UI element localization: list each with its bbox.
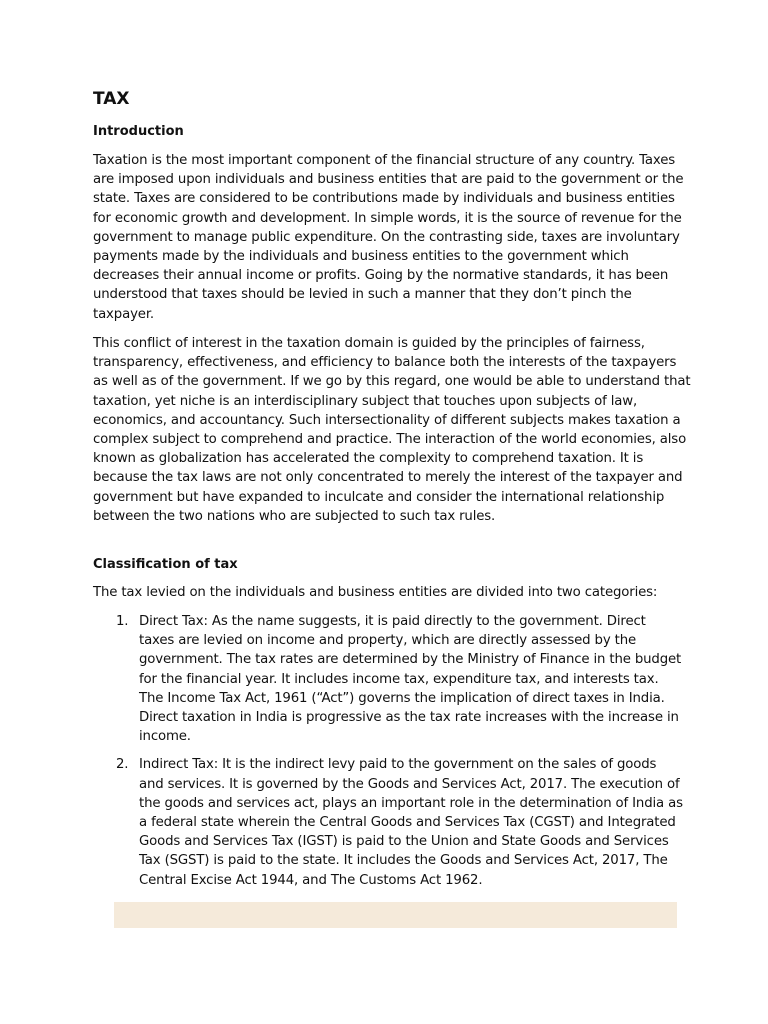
list-item-direct-tax: [93, 612, 683, 746]
document-title: TAX: [93, 89, 130, 109]
list-item-indirect-tax: [93, 755, 683, 889]
list-item-text: Indirect Tax: It is the indirect levy paid to the government on the sales of goods and services. It is governed by the Goods and Services Act, 2017. The execution of the goods and services act, plays an important role in the determination of India as a federal state wherein the Central Goods and Services Tax (CGST) and Integrated Goods and Services Tax (IGST) is paid to the Union and State Goods and Services Tax (SGST) is paid to the state. It includes the Goods and Services Act, 2017, The Central Excise Act 1944, and The Customs Act 1962.: [139, 757, 683, 888]
classification-intro: The tax levied on the individuals and business entities are divided into two categories:: [93, 585, 658, 600]
classification-heading: Classification of tax: [93, 557, 238, 572]
list-number: 2.: [116, 757, 129, 773]
introduction-heading: Introduction: [93, 124, 184, 139]
list-number: 1.: [116, 614, 129, 629]
highlighted-empty-block: [114, 902, 677, 928]
introduction-paragraph-1: Taxation is the most important component of the financial structure of any country. Taxes are imposed upon individuals and business entities that are paid to the government or the state. Taxes are considered to be contributions made by individuals and business entities for economic growth and development. In simple words, it is the source of revenue for the government to manage public expenditure. On the contrasting side, taxes are involuntary payments made by the individuals and business entities to the government which decreases their annual income or profits. Going by the normative standards, it has been understood that taxes should be levied in such a manner that they don’t pinch the taxpayer.: [93, 153, 684, 322]
list-item-text: Direct Tax: As the name suggests, it is paid directly to the government. Direct taxes are levied on income and property, which are directly assessed by the government. The tax rates are determined by the Ministry of Finance in the budget for the financial year. It includes income tax, expenditure tax, and interests tax. The Income Tax Act, 1961 (“Act”) governs the implication of direct taxes in India. Direct taxation in India is progressive as the tax rate increases with the increase in income.: [139, 614, 682, 745]
tax-classification-list: [93, 612, 683, 899]
introduction-paragraph-2: This conflict of interest in the taxation domain is guided by the principles of fairness, transparency, effectiveness, and efficiency to balance both the interests of the taxpayers as well as of the government. If we go by this regard, one would be able to understand that taxation, yet niche is an interdisciplinary subject that touches upon subjects of law, economics, and accountancy. Such intersectionality of different subjects makes taxation a complex subject to comprehend and practice. The interaction of the world economies, also known as globalization has accelerated the complexity to comprehend taxation. It is because the tax laws are not only concentrated to merely the interest of the taxpayer and government but have expanded to inculcate and consider the international relationship between the two nations who are subjected to such tax rules.: [93, 336, 691, 524]
